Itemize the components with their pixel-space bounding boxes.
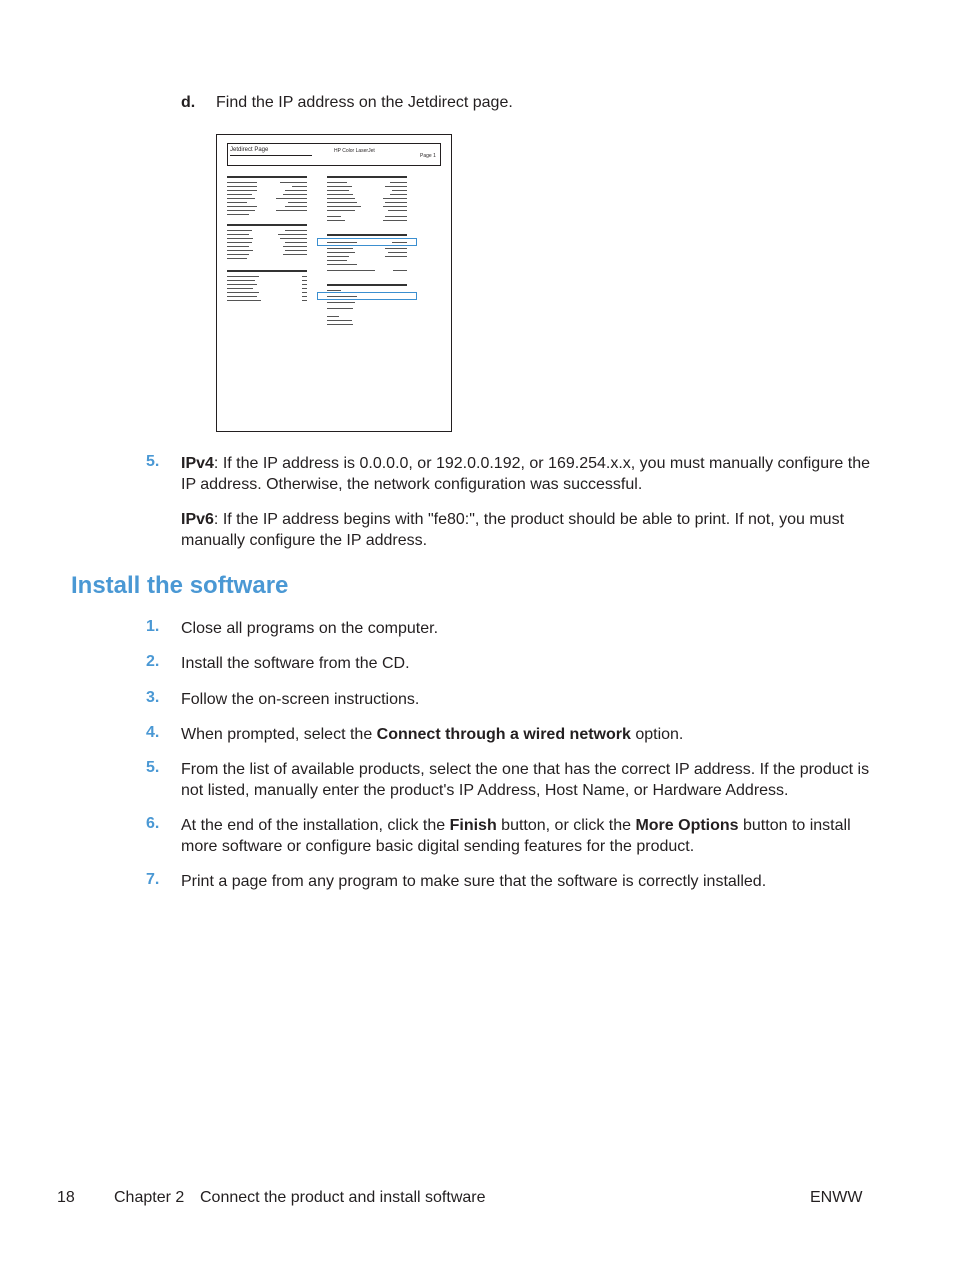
ipv6-label: IPv6 — [181, 511, 214, 528]
jetdirect-content-line — [390, 182, 407, 183]
jetdirect-content-line — [285, 190, 307, 191]
wired-network-option: Connect through a wired network — [376, 726, 631, 743]
jetdirect-content-line — [327, 182, 347, 183]
jetdirect-content-line — [227, 234, 249, 235]
jetdirect-content-line — [227, 288, 253, 289]
install-step-7-text: Print a page from any program to make sure that the software is correctly installed. — [181, 873, 767, 890]
jetdirect-content-line — [227, 292, 259, 293]
install-step-4-number: 4. — [146, 724, 160, 741]
jetdirect-content-line — [227, 198, 255, 199]
jetdirect-content-line — [227, 214, 249, 215]
jetdirect-content-line — [285, 250, 307, 251]
step-5-number: 5. — [146, 453, 160, 470]
install-step-4-post: option. — [630, 726, 684, 743]
jetdirect-content-line — [227, 242, 252, 243]
jetdirect-content-line — [227, 202, 247, 203]
install-step-6-number: 6. — [146, 815, 160, 832]
jetdirect-content-line — [302, 300, 307, 301]
install-step-6-post: button to install more software or configure basic digital sending features for the product. — [181, 817, 851, 855]
jetdirect-content-line — [327, 206, 361, 207]
jetdirect-content-line — [388, 210, 407, 211]
jetdirect-content-line — [227, 224, 307, 226]
jetdirect-content-line — [285, 230, 307, 231]
jetdirect-content-line — [227, 176, 307, 178]
jetdirect-content-line — [392, 190, 407, 191]
jetdirect-page-number: Page 1 — [420, 153, 436, 159]
jetdirect-content-line — [227, 238, 253, 239]
jetdirect-content-line — [227, 250, 253, 251]
install-step-2-text: Install the software from the CD. — [181, 655, 410, 672]
jetdirect-content-line — [280, 182, 307, 183]
install-step-6-pre: At the end of the installation, click the — [181, 817, 450, 834]
ipv6-address-highlight — [317, 292, 417, 300]
jetdirect-content-line — [302, 296, 307, 297]
jetdirect-content-line — [302, 280, 307, 281]
jetdirect-content-line — [283, 246, 307, 247]
jetdirect-content-line — [385, 256, 407, 257]
jetdirect-content-line — [327, 190, 349, 191]
jetdirect-content-line — [327, 216, 341, 217]
jetdirect-content-line — [327, 194, 353, 195]
jetdirect-content-line — [227, 190, 257, 191]
jetdirect-content-line — [327, 202, 357, 203]
install-step-5-number: 5. — [146, 759, 160, 776]
jetdirect-content-line — [227, 194, 252, 195]
jetdirect-title-underline — [230, 155, 312, 156]
install-step-2-number: 2. — [146, 653, 160, 670]
jetdirect-content-line — [385, 216, 407, 217]
jetdirect-content-line — [227, 206, 257, 207]
jetdirect-content-line — [327, 210, 355, 211]
jetdirect-content-line — [227, 276, 259, 277]
jetdirect-content-line — [327, 324, 353, 325]
jetdirect-content-line — [383, 198, 407, 199]
jetdirect-content-line — [227, 210, 255, 211]
finish-button-name: Finish — [449, 817, 497, 834]
jetdirect-page-illustration — [216, 134, 452, 432]
footer-page-number: 18 — [57, 1189, 75, 1206]
ipv4-address-highlight — [317, 238, 417, 246]
jetdirect-content-line — [227, 230, 252, 231]
more-options-button-name: More Options — [635, 817, 739, 834]
ipv6-text: : If the IP address begins with "fe80:", the product should be able to print. If not, you must manually configure the IP address. — [181, 511, 845, 549]
jetdirect-content-line — [327, 270, 375, 271]
jetdirect-content-line — [285, 206, 307, 207]
jetdirect-content-line — [385, 248, 407, 249]
ipv4-paragraph — [181, 453, 871, 495]
jetdirect-content-line — [385, 186, 407, 187]
jetdirect-content-line — [227, 246, 249, 247]
jetdirect-content-line — [280, 238, 307, 239]
jetdirect-content-line — [388, 252, 407, 253]
jetdirect-content-line — [390, 194, 407, 195]
jetdirect-content-line — [288, 202, 307, 203]
install-step-6-mid: button, or click the — [496, 817, 636, 834]
jetdirect-content-line — [393, 270, 407, 271]
jetdirect-content-line — [327, 284, 407, 286]
jetdirect-content-line — [302, 288, 307, 289]
install-step-6-text — [181, 815, 871, 857]
footer-locale: ENWW — [810, 1189, 863, 1206]
jetdirect-content-line — [276, 198, 307, 199]
ipv4-text: : If the IP address is 0.0.0.0, or 192.0.0.192, or 169.254.x.x, you must manually configure the IP address. Otherwise, the network configuration was successful. — [181, 455, 871, 493]
jetdirect-content-line — [302, 276, 307, 277]
footer-chapter: Chapter 2 — [114, 1189, 185, 1206]
step-d-text: Find the IP address on the Jetdirect page. — [216, 94, 513, 111]
jetdirect-content-line — [327, 256, 349, 257]
jetdirect-content-line — [383, 206, 407, 207]
jetdirect-content-line — [227, 186, 257, 187]
jetdirect-content-line — [327, 290, 341, 291]
jetdirect-content-line — [327, 234, 407, 236]
section-title: Install the software — [71, 572, 289, 599]
jetdirect-page-title: Jetdirect Page — [230, 147, 269, 153]
jetdirect-content-line — [302, 284, 307, 285]
jetdirect-content-line — [227, 254, 249, 255]
jetdirect-content-line — [227, 284, 257, 285]
jetdirect-content-line — [285, 242, 307, 243]
install-step-1-number: 1. — [146, 618, 160, 635]
jetdirect-content-line — [383, 220, 407, 221]
install-step-3-number: 3. — [146, 689, 160, 706]
jetdirect-content-line — [327, 302, 355, 303]
jetdirect-content-line — [276, 210, 307, 211]
jetdirect-content-line — [227, 300, 261, 301]
jetdirect-content-line — [327, 264, 357, 265]
jetdirect-content-line — [327, 308, 353, 309]
jetdirect-content-line — [327, 198, 355, 199]
footer-chapter-title: Connect the product and install software — [200, 1189, 486, 1206]
jetdirect-content-line — [327, 320, 352, 321]
jetdirect-content-line — [302, 292, 307, 293]
jetdirect-content-line — [283, 194, 307, 195]
jetdirect-content-line — [227, 182, 257, 183]
jetdirect-content-line — [278, 234, 307, 235]
step-d-label: d. — [181, 94, 196, 111]
jetdirect-content-line — [327, 186, 352, 187]
jetdirect-content-line — [227, 270, 307, 272]
jetdirect-content-line — [327, 260, 347, 261]
ipv6-paragraph — [181, 509, 871, 551]
install-step-5-text: From the list of available products, select the one that has the correct IP address. If the product is not listed, manually enter the product's IP Address, Host Name, or Hardware Address. — [181, 761, 870, 799]
install-step-3-text: Follow the on-screen instructions. — [181, 691, 420, 708]
jetdirect-content-line — [227, 280, 255, 281]
jetdirect-content-line — [227, 258, 247, 259]
jetdirect-content-line — [385, 202, 407, 203]
ipv4-label: IPv4 — [181, 455, 214, 472]
install-step-1-text: Close all programs on the computer. — [181, 620, 439, 637]
jetdirect-content-line — [227, 296, 257, 297]
jetdirect-content-line — [327, 316, 339, 317]
jetdirect-product-name: HP Color LaserJet — [334, 148, 375, 154]
jetdirect-content-line — [327, 252, 355, 253]
install-step-4-text — [181, 724, 871, 745]
jetdirect-content-line — [327, 220, 345, 221]
jetdirect-content-line — [327, 176, 407, 178]
jetdirect-content-line — [292, 186, 307, 187]
install-step-4-pre: When prompted, select the — [181, 726, 377, 743]
jetdirect-content-line — [283, 254, 307, 255]
install-step-7-number: 7. — [146, 871, 160, 888]
jetdirect-content-line — [327, 248, 353, 249]
